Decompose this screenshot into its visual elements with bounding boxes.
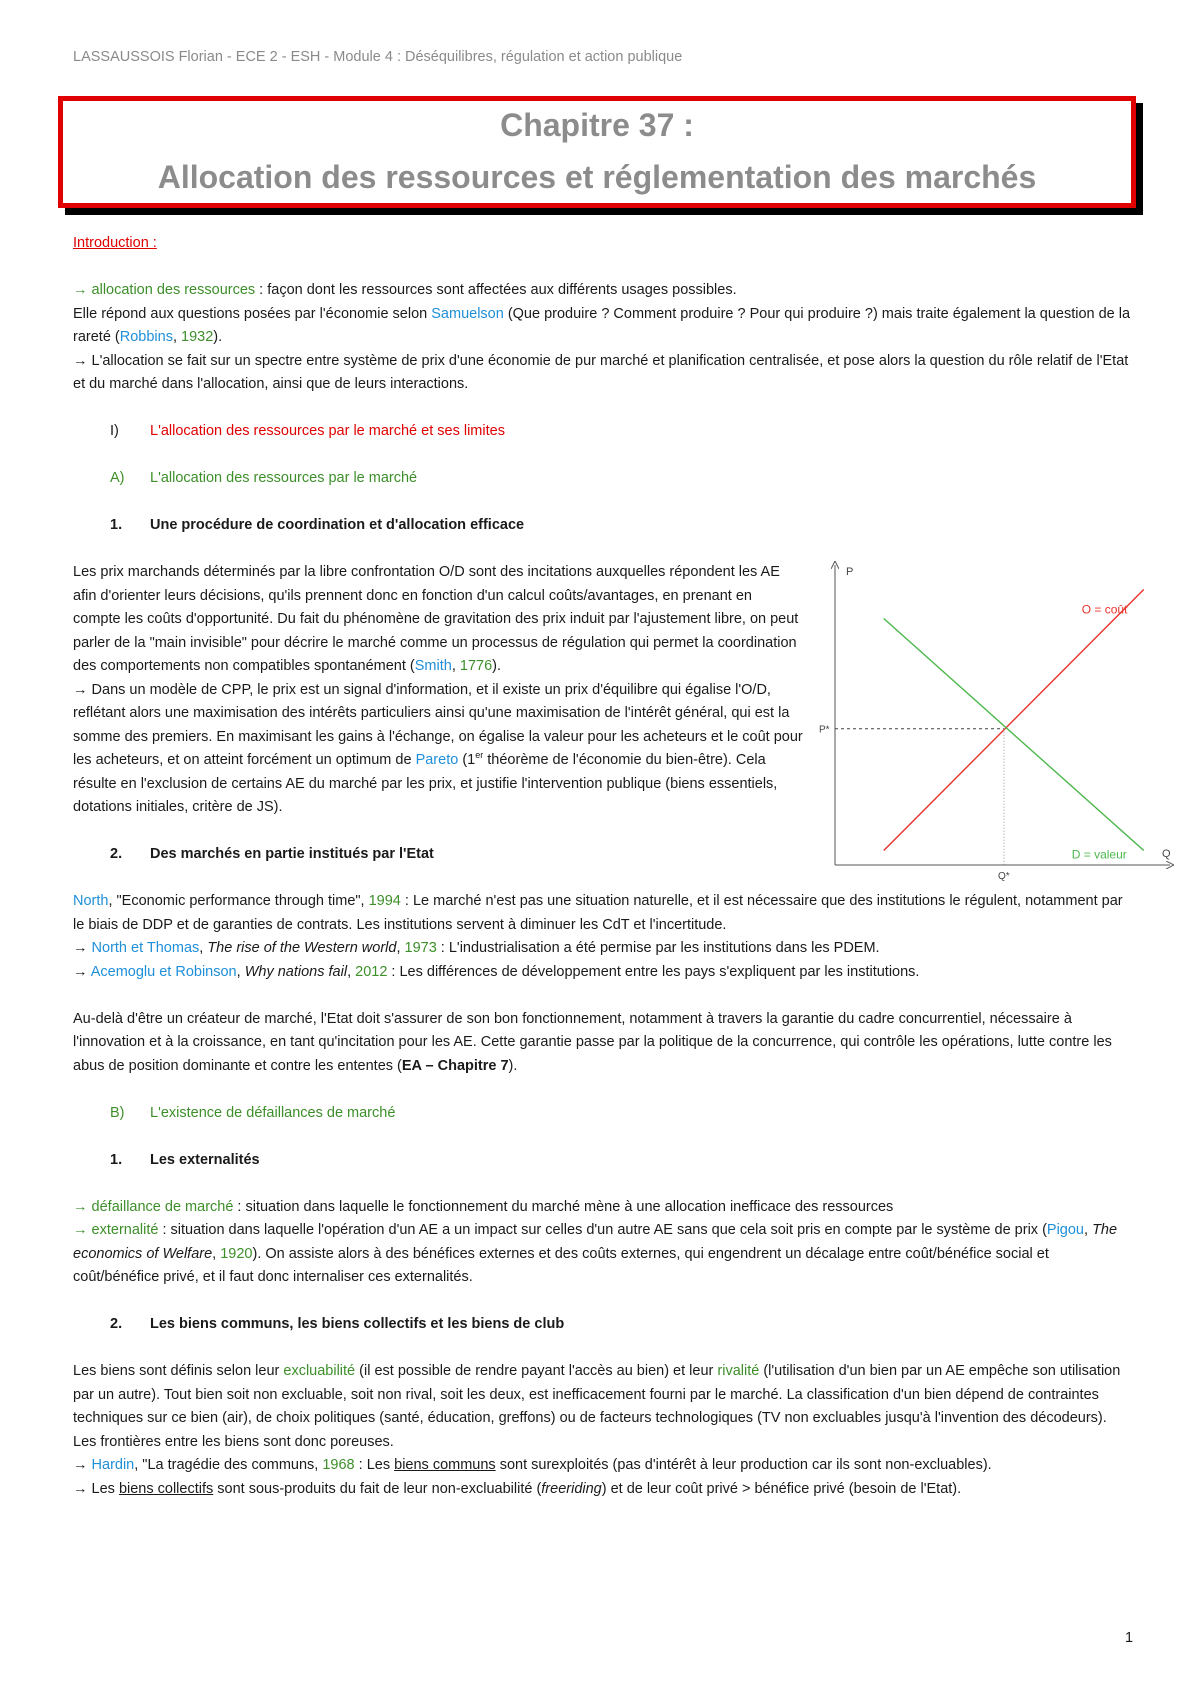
text: ). bbox=[508, 1057, 518, 1074]
text: (il est possible de rendre payant l'accès au bien) et leur bbox=[355, 1363, 718, 1379]
page-number: 1 bbox=[1125, 1630, 1134, 1646]
section-number: A) bbox=[110, 470, 125, 486]
year: 2012 bbox=[355, 963, 388, 980]
author-name: Smith bbox=[414, 658, 452, 674]
text: ) et de leur coût privé > bénéfice privé (besoin de l'Etat). bbox=[601, 1480, 962, 1497]
definition-text: : situation dans laquelle le fonctionnement du marché mène à une allocation inefficace des ressources bbox=[233, 1198, 894, 1215]
supply-curve bbox=[884, 590, 1144, 851]
sub2-paragraph-2 bbox=[73, 937, 1133, 961]
underlined-term: biens collectifs bbox=[118, 1480, 214, 1497]
text: , bbox=[347, 963, 356, 980]
sub4-paragraph-2 bbox=[73, 1454, 1133, 1478]
text: , bbox=[1084, 1222, 1093, 1238]
text: Au-delà d'être un créateur de marché, l'Etat doit s'assurer de son bon fonctionnement, notamment à travers la garantie du cadre concurrentiel, nécessaire à l'innovation et à la croissance, en tant qu'incitation pour les AE. Cette garantie passe par la politique de la concurrence, qui contrôle les opérations, lutte contre les abus de position dominante et contre les ententes ( bbox=[73, 1010, 1112, 1074]
text: Les biens sont définis selon leur bbox=[73, 1363, 284, 1379]
subsection-number: 2. bbox=[110, 846, 123, 862]
intro-paragraph-1 bbox=[73, 279, 1133, 303]
subsection-title: Les externalités bbox=[150, 1151, 260, 1168]
text: (l'utilisation d'un bien par un AE empêche son utilisation par un autre). Tout bien soit non excluable, soit non rival, soit les deux, est inefficacement fourni par le marché. La classification d'un bien dépend de contraintes techniques sur ce bien (air), de choix politiques (santé, éducation, greffons) ou de facteurs technologiques (TV non excluables jusqu'à l'invention des décodeurs). Les frontières entre les biens sont donc poreuses. bbox=[73, 1363, 1121, 1450]
x-axis-label: Q bbox=[1162, 848, 1171, 860]
subsection-number: 2. bbox=[110, 1316, 123, 1332]
supply-demand-chart bbox=[819, 555, 1180, 882]
text: (1 bbox=[458, 752, 476, 768]
equilibrium-quantity-label: Q* bbox=[998, 871, 1010, 882]
sub4-paragraph-3 bbox=[73, 1478, 1133, 1502]
underlined-term: biens communs bbox=[394, 1457, 496, 1473]
text: → Dans un modèle de CPP, le prix est un signal d'information, et il existe un prix d'équilibre qui égalise l'O/D, reflétant alors une maximisation des intérêts particuliers ainsi qu'une maximisation de l'intérêt général, qui est la somme des premiers. En maximisant les gains à l'échange, on égalise la valeur pour les acheteurs et le coût pour les acheteurs, et on atteint forcément un optimum de bbox=[73, 681, 803, 768]
section-I-heading bbox=[73, 420, 1133, 444]
subsection-title: Une procédure de coordination et d'allocation efficace bbox=[150, 517, 525, 533]
arrow: → bbox=[73, 1457, 92, 1473]
section-title: L'allocation des ressources par le marché bbox=[150, 470, 418, 486]
subsection-title: Des marchés en partie institués par l'Etat bbox=[150, 846, 434, 862]
text: , "La tragédie des communs, bbox=[134, 1457, 323, 1473]
sub3-paragraph-1 bbox=[73, 1196, 1133, 1220]
text: → Les bbox=[73, 1480, 119, 1497]
section-title: L'existence de défaillances de marché bbox=[150, 1104, 396, 1121]
sub2-paragraph-1 bbox=[73, 890, 1133, 937]
author-name: Hardin bbox=[91, 1457, 135, 1473]
section-B-heading bbox=[73, 1102, 1133, 1126]
definition-term: excluabilité bbox=[283, 1363, 356, 1379]
text: : Les bbox=[354, 1457, 395, 1473]
intro-paragraph-2 bbox=[73, 303, 1133, 350]
text: , bbox=[172, 329, 182, 345]
section-number: I) bbox=[110, 423, 119, 439]
text: sont surexploités (pas d'intérêt à leur production car ils sont non-excluables). bbox=[495, 1457, 992, 1473]
text: : situation dans laquelle l'opération d'un AE a un impact sur celles d'un autre AE sans que cela soit pris en compte par le système de prix ( bbox=[158, 1222, 1047, 1238]
arrow: → bbox=[73, 940, 92, 956]
text: ). bbox=[492, 658, 502, 674]
text: sont sous-produits du fait de leur non-excluabilité ( bbox=[213, 1480, 542, 1497]
arrow: → bbox=[73, 963, 91, 980]
subsection-number: 1. bbox=[110, 1151, 123, 1168]
author-name: Pigou bbox=[1046, 1222, 1084, 1238]
arrow: → bbox=[73, 1198, 92, 1215]
text: ). On assiste alors à des bénéfices externes et des coûts externes, qui engendrent un décalage entre coût/bénéfice social et coût/bénéfice privé, et il faut donc internaliser ces externalités. bbox=[73, 1245, 1049, 1285]
cross-reference: EA – Chapitre 7 bbox=[401, 1057, 509, 1074]
demand-curve-label: D = valeur bbox=[1071, 847, 1127, 862]
arrow: → bbox=[73, 282, 92, 298]
text: Elle répond aux questions posées par l'économie selon bbox=[73, 305, 432, 322]
text: : Les différences de développement entre les pays s'expliquent par les institutions. bbox=[387, 963, 920, 980]
running-header: LASSAUSSOIS Florian - ECE 2 - ESH - Module 4 : Déséquilibres, régulation et action publique bbox=[73, 49, 683, 65]
subsection-B1-heading bbox=[73, 1149, 1133, 1173]
sub2-paragraph-4 bbox=[73, 1008, 1133, 1079]
section-number: B) bbox=[110, 1104, 125, 1121]
book-title: The economics of Welfare bbox=[73, 1222, 1118, 1262]
year: 1994 bbox=[368, 893, 401, 909]
year: 1776 bbox=[459, 658, 493, 674]
sub1-paragraph-2 bbox=[73, 679, 803, 820]
author-name: Pareto bbox=[415, 752, 459, 768]
intro-paragraph-3: → L'allocation se fait sur un spectre entre système de prix d'une économie de pur marché et planification centralisée, et pose alors la question du rôle relatif de l'Etat et du marché dans l'allocation, ainsi que de leurs interactions. bbox=[73, 352, 1129, 392]
chapter-title-box bbox=[58, 96, 1136, 208]
section-A-heading bbox=[73, 467, 1133, 491]
superscript: er bbox=[475, 750, 484, 761]
demand-curve bbox=[884, 619, 1144, 851]
author-name: North et Thomas bbox=[91, 940, 200, 956]
author-name: North bbox=[73, 893, 109, 909]
equilibrium-price-label: P* bbox=[819, 724, 830, 736]
definition-term: allocation des ressources bbox=[91, 282, 256, 298]
subsection-1-heading bbox=[73, 514, 1133, 538]
subsection-number: 1. bbox=[110, 517, 123, 533]
year: 1973 bbox=[404, 940, 437, 956]
definition-text: : façon dont les ressources sont affectées aux différents usages possibles. bbox=[255, 282, 737, 298]
text: : L'industrialisation a été permise par les institutions dans les PDEM. bbox=[436, 940, 880, 956]
year: 1932 bbox=[181, 329, 214, 345]
text: : Le marché n'est pas une situation naturelle, et il est nécessaire que des institutions le régulent, notamment par le biais de DDP et de garanties de contrats. Les institutions servent à diminuer les CdT et l'incertitude. bbox=[73, 893, 1123, 933]
text: , bbox=[236, 963, 245, 980]
text: , bbox=[212, 1245, 221, 1262]
author-name: Acemoglu et Robinson bbox=[90, 963, 237, 980]
subsection-B2-heading bbox=[73, 1313, 1133, 1337]
text: théorème de l'économie du bien-être). Cela résulte en l'exclusion de certains AE du marché par les prix, et justifie l'intervention publique (biens essentiels, dotations initiales, critère de JS). bbox=[73, 752, 778, 815]
chapter-title: Allocation des ressources et réglementation des marchés bbox=[157, 159, 1037, 195]
year: 1968 bbox=[322, 1457, 355, 1473]
y-axis-label: P bbox=[846, 566, 854, 578]
text: , "Economic performance through time", bbox=[108, 893, 369, 909]
subsection-title: Les biens communs, les biens collectifs et les biens de club bbox=[150, 1316, 565, 1332]
chapter-number: Chapitre 37 : bbox=[500, 107, 694, 143]
supply-curve-label: O = coût bbox=[1081, 602, 1128, 617]
text: , bbox=[199, 940, 208, 956]
section-title: L'allocation des ressources par le marché et ses limites bbox=[150, 423, 505, 439]
text: ). bbox=[213, 329, 223, 345]
definition-term: externalité bbox=[91, 1222, 159, 1238]
intro-heading bbox=[73, 232, 1133, 256]
sub4-paragraph-1 bbox=[73, 1360, 1133, 1454]
sub2-paragraph-3 bbox=[73, 961, 1133, 985]
italic-term: freeriding bbox=[541, 1480, 602, 1497]
text: Les prix marchands déterminés par la libre confrontation O/D sont des incitations auxquelles répondent les AE afin d'orienter leurs décisions, qu'ils prennent donc en fonction d'un calcul coûts/avantages, en prenant en compte les coûts d'opportunité. Du fait du phénomène de gravitation des prix induit par l'ajustement libre, on peut parler de la "main invisible" pour décrire le marché comme un processus de régulation qui permet la coordination des comportements non compatibles spontanément ( bbox=[73, 564, 799, 674]
text: , bbox=[396, 940, 405, 956]
definition-term: défaillance de marché bbox=[91, 1198, 234, 1215]
book-title: Why nations fail bbox=[244, 963, 348, 980]
sub1-paragraph-1 bbox=[73, 561, 803, 679]
author-name: Robbins bbox=[119, 329, 173, 345]
author-name: Samuelson bbox=[431, 305, 504, 322]
year: 1920 bbox=[220, 1245, 253, 1262]
text: (Que produire ? Comment produire ? Pour qui produire ?) mais traite également la question de la rareté ( bbox=[73, 305, 1131, 345]
book-title: The rise of the Western world bbox=[207, 940, 397, 956]
definition-term: rivalité bbox=[717, 1363, 760, 1379]
arrow: → bbox=[73, 1222, 92, 1238]
intro-heading-text: Introduction : bbox=[73, 235, 157, 251]
sub3-paragraph-2 bbox=[73, 1219, 1133, 1290]
text: , bbox=[451, 658, 460, 674]
